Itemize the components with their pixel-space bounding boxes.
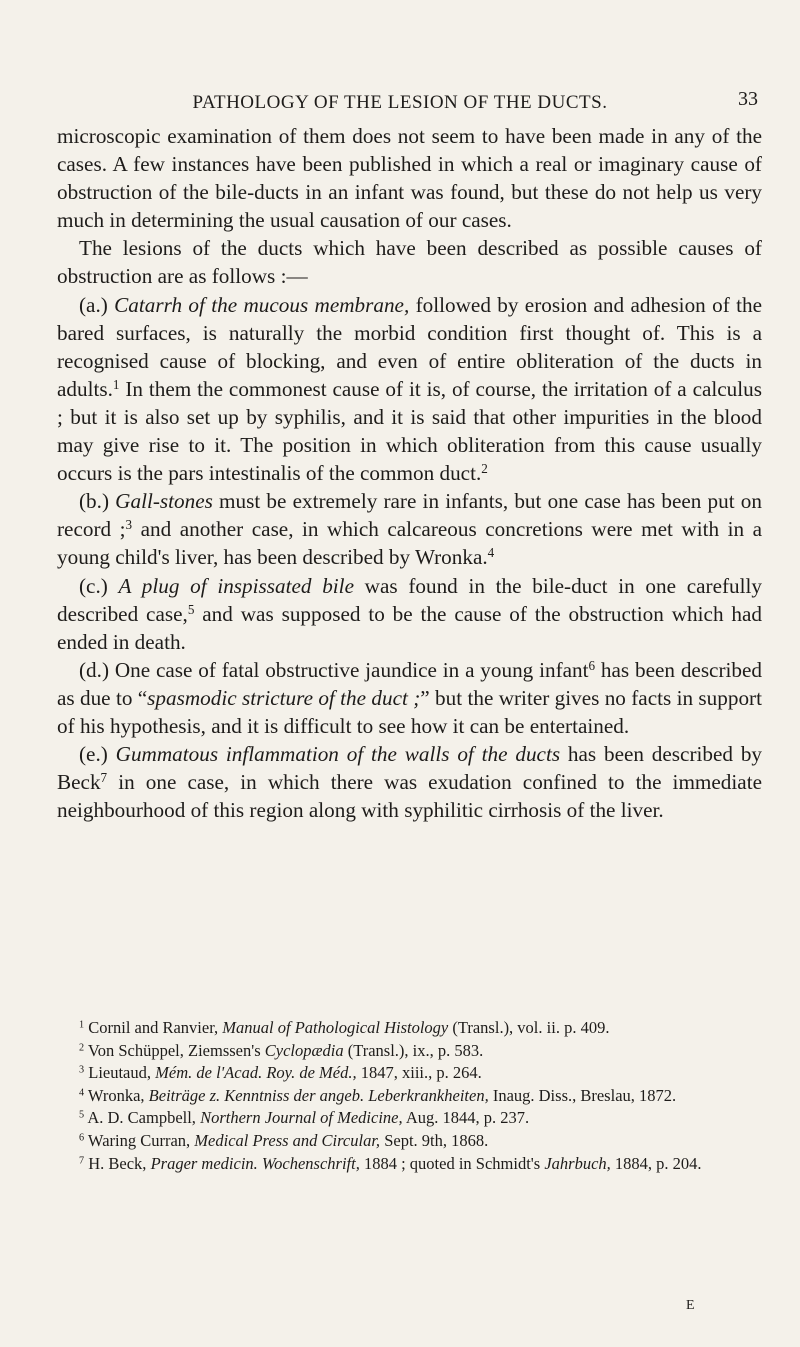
- item-text: in one case, in which there was exudation confined to the immediate neighbourhood of this region along with syphilitic cirrhosis of the liver.: [57, 770, 762, 823]
- footnote: [57, 1107, 762, 1130]
- paragraph-stricture: [57, 656, 762, 740]
- footnote-text: 1884, p. 204.: [610, 1153, 702, 1173]
- footnote-ref: 3: [125, 517, 133, 533]
- footnote-text: Cornil and Ranvier,: [84, 1018, 223, 1037]
- item-text: was found in the bile-duct in one carefully described case,: [57, 573, 763, 626]
- footnote-title: Medical Press and Circular,: [194, 1130, 381, 1150]
- item-text: ” but the writer gives no facts in support of his hypothesis, and it is difficult to see how it can be entertained.: [57, 685, 762, 738]
- item-title: Gummatous inflammation of the walls of the ducts: [115, 742, 561, 767]
- footnotes: [57, 1017, 762, 1175]
- footnote-text: Lieutaud,: [84, 1063, 156, 1083]
- footnote-number: 2: [79, 1041, 85, 1053]
- item-label: (b.): [79, 489, 116, 514]
- item-title: spasmodic stricture of the duct ;: [147, 685, 421, 710]
- footnote-ref: 5: [187, 601, 195, 617]
- item-title: Gall-stones: [115, 489, 213, 514]
- footnote-text: (Transl.), vol. ii. p. 409.: [448, 1018, 610, 1037]
- item-label: (c.): [79, 573, 119, 598]
- item-text: One case of fatal obstructive jaundice in a young infant: [114, 657, 589, 682]
- footnote-title: Jahrbuch,: [544, 1153, 611, 1173]
- footnote-number: 3: [79, 1064, 85, 1076]
- signature-mark: E: [686, 1298, 695, 1313]
- footnote-text: 1847, xiii., p. 264.: [356, 1063, 482, 1083]
- footnote-title: Prager medicin. Wochenschrift,: [150, 1153, 360, 1173]
- item-title: A plug of inspissated bile: [118, 573, 354, 598]
- footnote-text: H. Beck,: [84, 1153, 151, 1173]
- footnote-ref: 4: [487, 545, 495, 561]
- footnote-number: 6: [79, 1132, 85, 1144]
- item-text: and another case, in which calcareous concretions were met with in a young child's liver, has been described by Wronka.: [57, 517, 762, 570]
- footnote-number: 4: [79, 1087, 85, 1099]
- page-number: 33: [738, 88, 758, 110]
- paragraph-catarrh: [57, 291, 762, 488]
- paragraph-gummatous: [57, 740, 762, 824]
- footnote-title: Manual of Pathological Histology: [222, 1018, 449, 1037]
- footnote-text: Sept. 9th, 1868.: [380, 1130, 489, 1150]
- footnote-text: Inaug. Diss., Breslau, 1872.: [488, 1085, 677, 1105]
- footnote-text: 1884 ; quoted in Schmidt's: [359, 1153, 545, 1173]
- footnote-title: Beiträge z. Kenntniss der angeb. Leberkrankheiten,: [148, 1085, 489, 1105]
- footnote: [57, 1062, 762, 1085]
- footnote-text: Von Schüppel, Ziemssen's: [84, 1040, 265, 1060]
- footnote: [57, 1130, 762, 1153]
- page-header: [0, 86, 800, 116]
- paragraph-lesions: The lesions of the ducts which have been described as possible causes of obstruction are as follows :—: [57, 236, 762, 289]
- footnote-text: Waring Curran,: [84, 1130, 195, 1150]
- footnote-title: Mém. de l'Acad. Roy. de Méd.,: [155, 1063, 357, 1083]
- item-label: (a.): [79, 292, 115, 317]
- item-text: has been described as due to “: [57, 657, 762, 710]
- item-text: must be extremely rare in infants, but one case has been put on record ;: [57, 489, 762, 542]
- item-text: followed by erosion and adhesion of the bared surfaces, is naturally the morbid condition first thought of. This is a recognised cause of blocking, and even of entire obliteration of the ducts in adults.: [57, 292, 762, 401]
- item-text: has been described by Beck: [57, 742, 763, 795]
- footnote-ref: 2: [481, 460, 488, 476]
- footnote-text: (Transl.), ix., p. 583.: [343, 1040, 484, 1060]
- footnote-text: Aug. 1844, p. 237.: [402, 1108, 530, 1128]
- item-text: and was supposed to be the cause of the obstruction which had ended in death.: [57, 601, 763, 654]
- footnote-title: Northern Journal of Medicine,: [200, 1108, 403, 1128]
- item-label: (e.): [79, 742, 116, 767]
- footnote-ref: 7: [100, 769, 108, 785]
- footnote: [57, 1085, 762, 1108]
- item-label: (d.): [79, 657, 115, 682]
- item-title: Catarrh of the mucous membrane,: [114, 292, 410, 317]
- body-text: [57, 122, 762, 824]
- footnote-text: Wronka,: [84, 1085, 149, 1105]
- footnote-ref: 1: [112, 376, 120, 392]
- footnote: [57, 1153, 762, 1176]
- item-text: In them the commonest cause of it is, of course, the irritation of a calculus ; but it is also set up by syphilis, and it is said that other impurities in the blood may give rise to it. The position in which obliteration from this cause usually occurs is the pars intestinalis of the common duct.: [57, 376, 762, 486]
- paragraph-intro: microscopic examination of them does not seem to have been made in any of the cases. A few instances have been published in which a real or imaginary cause of obstruction of the bile-ducts in an infant was found, but these do not help us very much in determining the usual causation of our cases.: [57, 124, 762, 233]
- footnote-number: 7: [79, 1154, 85, 1166]
- footnote: [57, 1017, 762, 1040]
- footnote: [57, 1040, 762, 1063]
- footnote-number: 5: [79, 1109, 85, 1121]
- paragraph-plug: [57, 572, 762, 656]
- footnote-number: 1: [79, 1019, 85, 1031]
- footnote-text: A. D. Campbell,: [84, 1108, 201, 1128]
- footnote-title: Cyclopædia: [264, 1040, 344, 1060]
- footnote-ref: 6: [588, 657, 596, 673]
- running-head: PATHOLOGY OF THE LESION OF THE DUCTS.: [192, 92, 608, 113]
- paragraph-gall-stones: [57, 487, 762, 571]
